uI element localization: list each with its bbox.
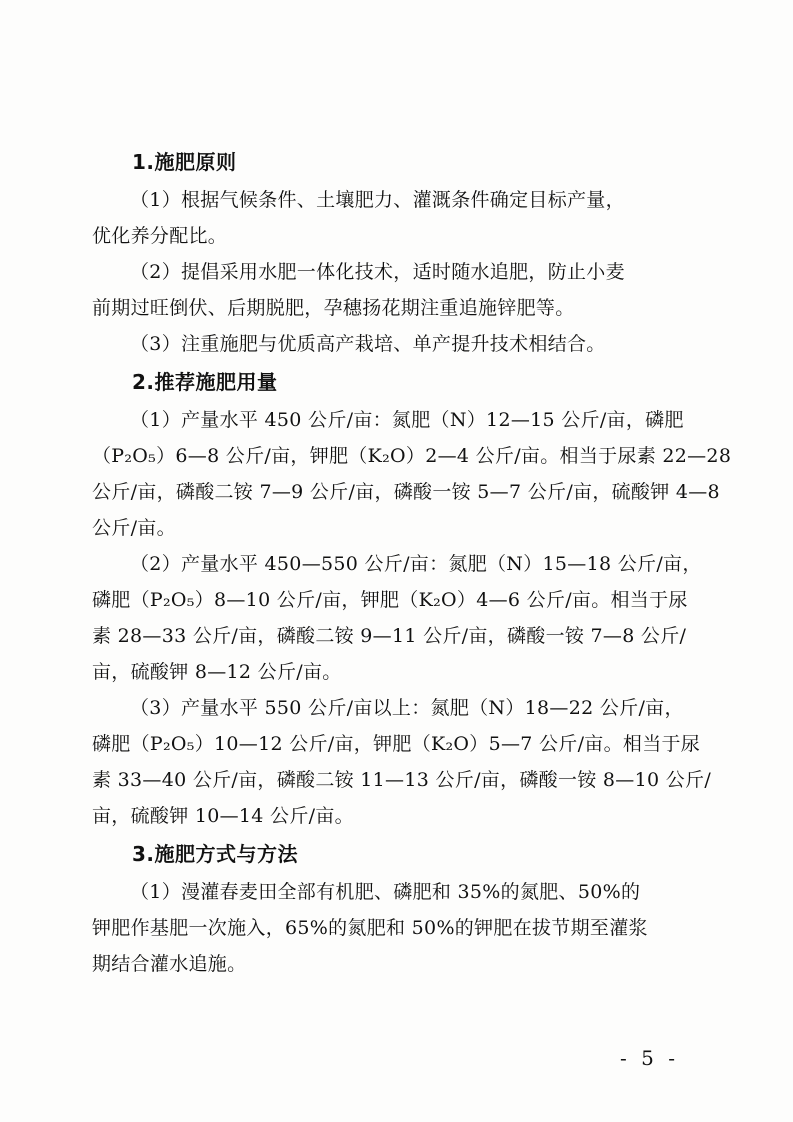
section-heading-application-method: 3.施肥方式与方法 — [132, 842, 299, 866]
section-heading-fertilization-principles: 1.施肥原则 — [132, 150, 237, 174]
paragraph — [92, 182, 690, 254]
text-line: 钾肥作基肥一次施入，65%的氮肥和 50%的钾肥在拔节期至灌浆 — [92, 917, 648, 939]
text-line: 素 28—33 公斤/亩，磷酸二铵 9—11 公斤/亩，磷酸一铵 7—8 公斤/ — [92, 625, 687, 647]
text-line: 磷肥（P₂O₅）10—12 公斤/亩，钾肥（K₂O）5—7 公斤/亩。相当于尿 — [92, 733, 701, 755]
text-line: 素 33—40 公斤/亩，磷酸二铵 11—13 公斤/亩，磷酸一铵 8—10 公斤/ — [92, 769, 712, 791]
text-line: （1）漫灌春麦田全部有机肥、磷肥和 35%的氮肥、50%的 — [130, 881, 641, 903]
section-heading-recommended-dosage: 2.推荐施肥用量 — [132, 370, 278, 394]
text-line: （3）注重施肥与优质高产栽培、单产提升技术相结合。 — [130, 333, 606, 355]
text-line: （2）产量水平 450—550 公斤/亩：氮肥（N）15—18 公斤/亩， — [130, 553, 702, 575]
text-line: 期结合灌水追施。 — [92, 953, 247, 975]
text-line: 优化养分配比。 — [92, 225, 228, 247]
paragraph — [92, 402, 732, 546]
paragraph — [92, 690, 712, 834]
text-line: 前期过旺倒伏、后期脱肥，孕穗扬花期注重追施锌肥等。 — [92, 297, 575, 319]
document-body — [92, 142, 732, 982]
paragraph — [92, 546, 702, 690]
text-line: （3）产量水平 550 公斤/亩以上：氮肥（N）18—22 公斤/亩， — [130, 697, 684, 719]
text-line: 亩，硫酸钾 8—12 公斤/亩。 — [92, 661, 342, 683]
text-line: 公斤/亩，磷酸二铵 7—9 公斤/亩，磷酸一铵 5—7 公斤/亩，硫酸钾 4—8 — [92, 481, 720, 503]
text-line: 亩，硫酸钾 10—14 公斤/亩。 — [92, 805, 354, 827]
text-line: 磷肥（P₂O₅）8—10 公斤/亩，钾肥（K₂O）4—6 公斤/亩。相当于尿 — [92, 589, 688, 611]
paragraph — [92, 254, 690, 326]
text-line: （2）提倡采用水肥一体化技术，适时随水追肥，防止小麦 — [130, 261, 625, 283]
paragraph — [92, 874, 690, 982]
paragraph — [92, 326, 690, 362]
text-line: （P₂O₅）6—8 公斤/亩，钾肥（K₂O）2—4 公斤/亩。相当于尿素 22—28 — [92, 445, 732, 467]
text-line: （1）产量水平 450 公斤/亩：氮肥（N）12—15 公斤/亩，磷肥 — [130, 409, 684, 431]
text-line: 公斤/亩。 — [92, 517, 176, 539]
page-number: - 5 - — [620, 1046, 679, 1070]
text-line: （1）根据气候条件、土壤肥力、灌溉条件确定目标产量， — [130, 189, 625, 211]
